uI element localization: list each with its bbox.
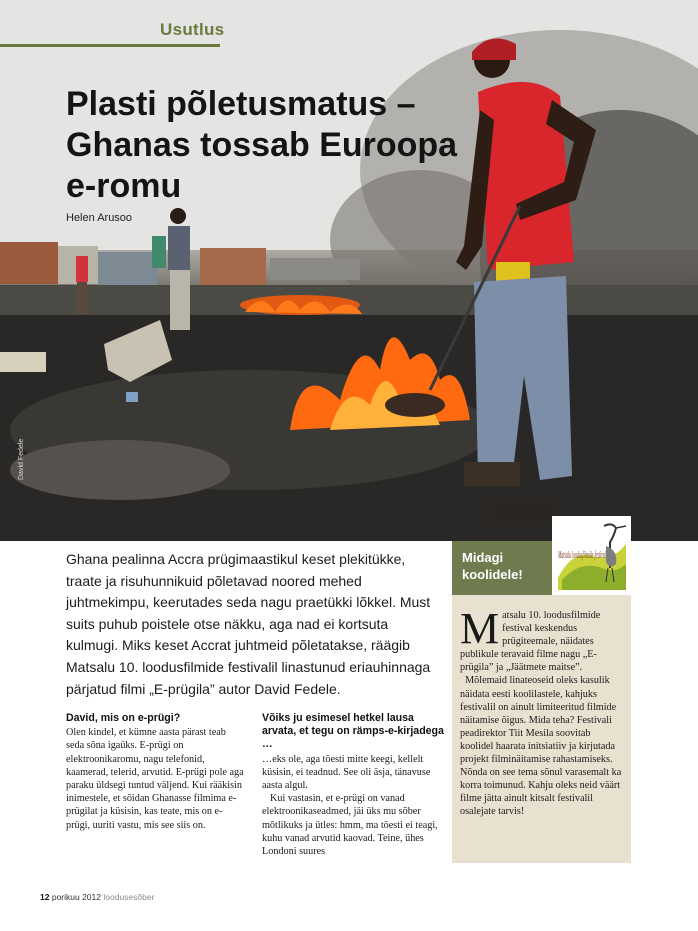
article-lead: Ghana pealinna Accra prügimaastikul keset plekitükke, traate ja risuhunnikuid põletavad noored mehed juhtmekimpu, keerutades seda nagu praetükki lõkkel. Must suits puhub poistele otse näkku, aga nad ei kortsuta kulmugi. Miks keset Accrat juhtmeid põletatakse, räägib Matsalu 10. loodusfilmide festivalil linastunud eriauhinnaga pärjatud filmi „E-prügila” autor David Fedele.: [66, 551, 431, 697]
sidebar-paragraph-2: Mõlemaid linateoseid oleks kasulik näidata eesti koolilastele, kahjuks festivalil on ainult limiteeritud filmide näitamise õigus. Mida teha? Festivali peadirektor Tiit Mesila soovitab koolidel haarata initsiatiiv ja kirjutada projekt filminäitamise rahastamiseks. Nõnda on see tema sõnul varasemalt ka korra toimunud. Kahju oleks neid väärt filme jätta ainult kitsalt festivalil osalejate tarvis!: [460, 675, 622, 818]
interview-answer: Olen kindel, et kümne aasta pärast teab seda sõna igaüks. E-prügi on elektroonikaromu, nagu telefonid, kaamerad, telerid, arvutid. E-prügi pole aga paraku üldsegi tuntud väljend. Kui rääkisin inimestele, et sõidan Ghanasse filmima e-prügilat ja küsisin, kas teate, mis on e-prügi, uuriti vastu, mis see siis on.: [66, 727, 244, 831]
sidebar-body: [460, 604, 624, 819]
issue-label: porikuu 2012: [51, 892, 101, 902]
article-column-2: [262, 712, 448, 858]
article-author: Helen Arusoo: [66, 212, 133, 224]
festival-logo: [552, 516, 631, 595]
sidebar-title: Midagi koolidele!: [462, 550, 523, 582]
section-rule: [0, 44, 220, 47]
interview-question: David, mis on e-prügi?: [66, 712, 181, 724]
logo-text: Matsalu loodusfilmide festival: [557, 549, 606, 561]
magazine-name: loodusesõber: [103, 892, 155, 902]
heron-logo-icon: [552, 516, 631, 595]
section-label: Usutlus: [160, 20, 225, 39]
sidebar-box: [452, 595, 631, 863]
page-number: 12: [40, 892, 50, 902]
article-headline: Plasti põletusmatus – Ghanas tossab Euroopa e-romu: [66, 85, 458, 205]
page-footer: [40, 892, 154, 902]
interview-answer: Kui vastasin, et e-prügi on vanad elektroonikaseadmed, jäi üks mu sõber mõtlikuks ja ütles: hmm, ma tõesti ei teagi, kuhu vanad arvutid kaovad. Teine, ühes Londoni suures: [262, 793, 438, 858]
article-column-1: [66, 712, 246, 832]
dropcap: M: [460, 604, 500, 653]
interview-question: Võiks ju esimesel hetkel lausa arvata, et tegu on rämps-e-kirjadega …: [262, 712, 444, 751]
interview-answer: …eks ole, aga tõesti mitte keegi, kellelt küsisin, ei teadnud. See oli äsja, tänavuse aasta algul.: [262, 753, 431, 792]
sidebar-paragraph-1: atsalu 10. loodusfilmide festival keskendus prügiteemale, näidates publikule teravaid filme nagu „E-prügila” ja „Jäätmete maitse”.: [460, 610, 601, 674]
photo-credit: David Fedele: [18, 438, 25, 480]
